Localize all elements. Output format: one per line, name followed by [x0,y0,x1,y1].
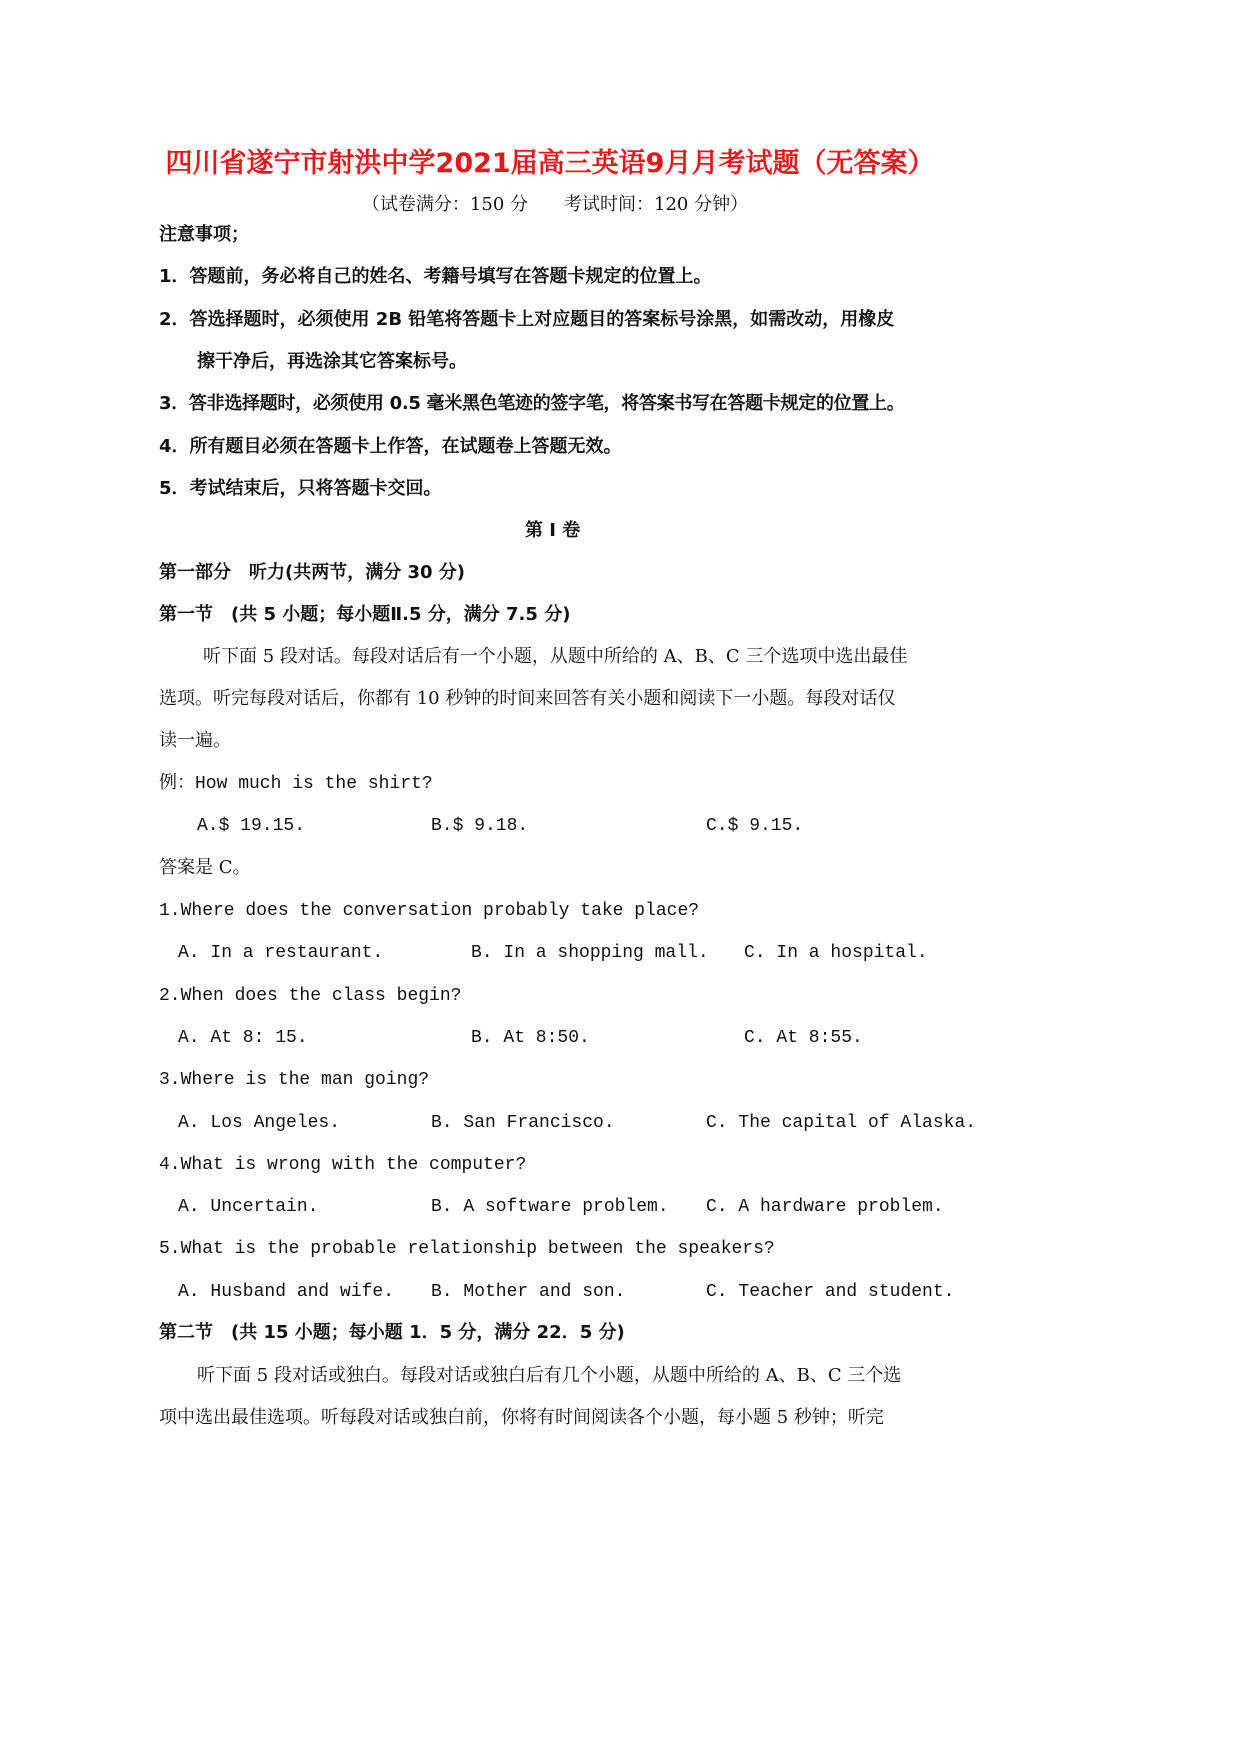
question: 5.What is the probable relationship between the speakers? [159,1239,775,1259]
section-heading: 第二节 (共 15 小题；每小题 1．5 分，满分 22．5 分) [159,1322,625,1343]
exam-info: （试卷满分：150 分 考试时间：120 分钟） [361,194,749,215]
volume-heading: 第 I 卷 [525,520,581,541]
option: B. Mother and son. [431,1282,626,1302]
instructions-line: 选项。听完每段对话后，你都有 10 秒钟的时间来回答有关小题和阅读下一小题。每段对话仅 [159,688,896,709]
example-question: 例：How much is the shirt? [159,774,433,794]
section-heading: 第一节 (共 5 小题；每小题Ⅱ.5 分，满分 7.5 分) [159,604,571,625]
note-item: 3．答非选择题时，必须使用 0.5 毫米黑色笔迹的签字笔，将答案书写在答题卡规定的位置上。 [159,393,905,414]
note-item: 4．所有题目必须在答题卡上作答，在试题卷上答题无效。 [159,436,622,457]
option: C. A hardware problem. [706,1197,944,1217]
option: A. In a restaurant. [178,943,384,963]
note-item: 2．答选择题时，必须使用 2B 铅笔将答题卡上对应题目的答案标号涂黑，如需改动，用橡皮 [159,309,895,330]
note-item: 擦干净后，再选涂其它答案标号。 [197,351,467,372]
option: A. Los Angeles. [178,1113,341,1133]
question: 1.Where does the conversation probably take place? [159,901,700,921]
example-option: B.$ 9.18. [431,816,529,836]
option: C. At 8:55. [744,1028,863,1048]
question: 3.Where is the man going? [159,1070,430,1090]
document-title: 四川省遂宁市射洪中学2021届高三英语9月月考试题（无答案） [165,148,935,179]
example-option: A.$ 19.15. [197,816,306,836]
option: C. Teacher and student. [706,1282,955,1302]
part-heading: 第一部分 听力(共两节，满分 30 分) [159,562,466,583]
example-option: C.$ 9.15. [706,816,804,836]
instructions-line: 听下面 5 段对话或独白。每段对话或独白后有几个小题，从题中所给的 A、B、C 三个选 [197,1365,902,1386]
instructions-line: 听下面 5 段对话。每段对话后有一个小题，从题中所给的 A、B、C 三个选项中选出最佳 [203,646,908,667]
option: B. San Francisco. [431,1113,615,1133]
option: B. A software problem. [431,1197,669,1217]
note-item: 1．答题前，务必将自己的姓名、考籍号填写在答题卡规定的位置上。 [159,266,712,287]
option: B. At 8:50. [471,1028,590,1048]
option: B. In a shopping mall. [471,943,709,963]
instructions-line: 读一遍。 [159,730,231,751]
option: C. In a hospital. [744,943,928,963]
notes-heading: 注意事项； [159,224,249,245]
option: A. Uncertain. [178,1197,319,1217]
question: 4.What is wrong with the computer? [159,1155,527,1175]
example-answer: 答案是 C。 [159,857,251,878]
note-item: 5．考试结束后，只将答题卡交回。 [159,478,442,499]
question: 2.When does the class begin? [159,986,462,1006]
option: A. Husband and wife. [178,1282,395,1302]
instructions-line: 项中选出最佳选项。听每段对话或独白前，你将有时间阅读各个小题，每小题 5 秒钟；听完 [159,1407,884,1428]
option: C. The capital of Alaska. [706,1113,977,1133]
option: A. At 8: 15. [178,1028,308,1048]
